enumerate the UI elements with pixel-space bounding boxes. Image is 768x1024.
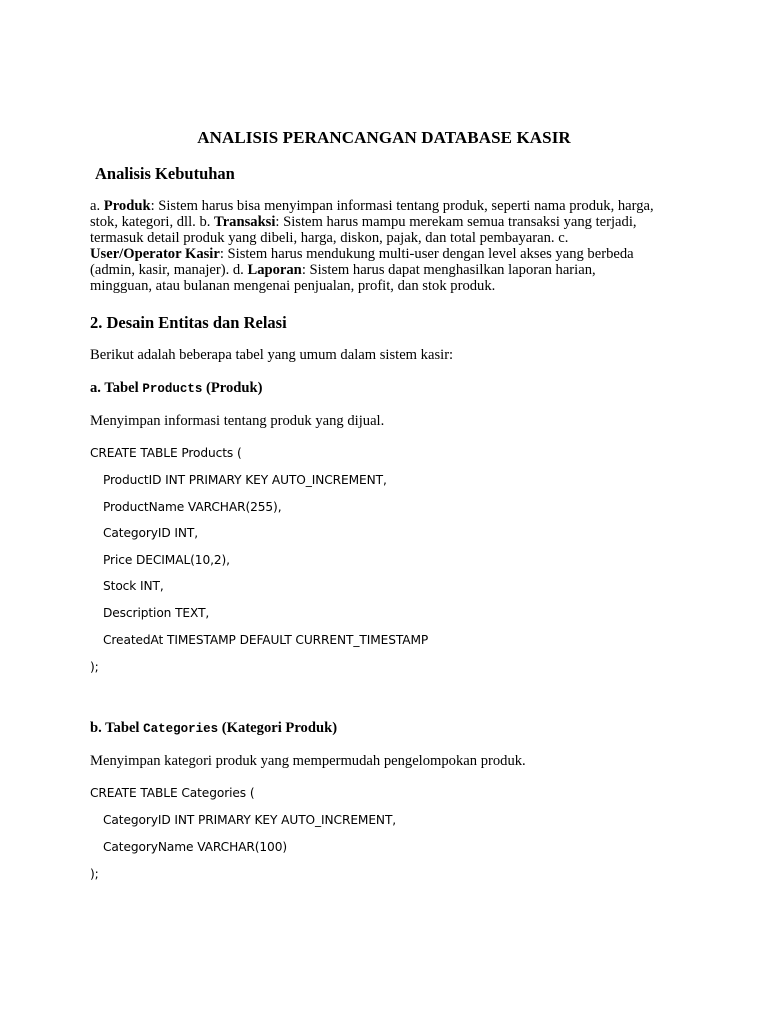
code-line-create-categories: CREATE TABLE Categories ( (90, 786, 255, 800)
text-run: termasuk detail produk yang dibeli, harga, diskon, pajak, dan total pembayaran. c. (90, 230, 569, 246)
code-line: ProductID INT PRIMARY KEY AUTO_INCREMENT, (103, 473, 387, 487)
table-categories-heading (90, 720, 337, 737)
table-products-description: Menyimpan informasi tentang produk yang dijual. (90, 413, 385, 429)
code-line: CreatedAt TIMESTAMP DEFAULT CURRENT_TIMESTAMP (103, 633, 429, 647)
document-title: ANALISIS PERANCANGAN DATABASE KASIR (197, 128, 571, 147)
text-run: : Sistem harus bisa menyimpan informasi tentang produk, seperti nama produk, harga, (150, 198, 654, 214)
heading-suffix: (Produk) (202, 380, 263, 396)
heading-suffix: (Kategori Produk) (218, 720, 338, 736)
paragraph-line (90, 230, 690, 246)
text-run: a. (90, 198, 104, 214)
text-run: mingguan, atau bulanan mengenai penjualan, profit, dan stok produk. (90, 278, 496, 294)
heading-code-name: Products (142, 382, 203, 396)
code-line: Description TEXT, (103, 606, 210, 620)
text-run: stok, kategori, dll. b. (90, 214, 215, 230)
paragraph-line (90, 214, 690, 230)
table-products-heading (90, 380, 263, 397)
requirements-paragraph (90, 198, 690, 294)
code-line: CategoryName VARCHAR(100) (103, 840, 288, 854)
code-line-create-products: CREATE TABLE Products ( (90, 446, 242, 460)
paragraph-line (90, 278, 690, 294)
table-categories-description: Menyimpan kategori produk yang mempermudah pengelompokan produk. (90, 753, 526, 769)
bold-term: Transaksi (214, 214, 276, 230)
heading-code-name: Categories (143, 722, 219, 736)
text-run: : Sistem harus dapat menghasilkan laporan harian, (301, 262, 596, 278)
heading-prefix: a. Tabel (90, 380, 143, 396)
section-heading-analisis-kebutuhan: Analisis Kebutuhan (95, 164, 235, 183)
text-run: (admin, kasir, manajer). d. (90, 262, 248, 278)
code-line-close: ); (90, 867, 99, 881)
text-run: : Sistem harus mampu merekam semua transaksi yang terjadi, (275, 214, 637, 230)
code-line: Stock INT, (103, 579, 164, 593)
code-line: Price DECIMAL(10,2), (103, 553, 230, 567)
code-line-close: ); (90, 660, 99, 674)
code-line: CategoryID INT PRIMARY KEY AUTO_INCREMENT, (103, 813, 397, 827)
section-intro-text: Berikut adalah beberapa tabel yang umum dalam sistem kasir: (90, 347, 454, 363)
bold-term: Produk (103, 198, 151, 214)
paragraph-line (90, 262, 690, 278)
code-line: ProductName VARCHAR(255), (103, 500, 282, 514)
paragraph-line (90, 198, 690, 214)
bold-term: Laporan (247, 262, 302, 278)
section-heading-desain-entitas: 2. Desain Entitas dan Relasi (90, 313, 287, 332)
paragraph-line (90, 246, 690, 262)
heading-prefix: b. Tabel (90, 720, 144, 736)
text-run: : Sistem harus mendukung multi-user dengan level akses yang berbeda (219, 246, 634, 262)
bold-term: User/Operator Kasir (90, 246, 220, 262)
code-line: CategoryID INT, (103, 526, 199, 540)
